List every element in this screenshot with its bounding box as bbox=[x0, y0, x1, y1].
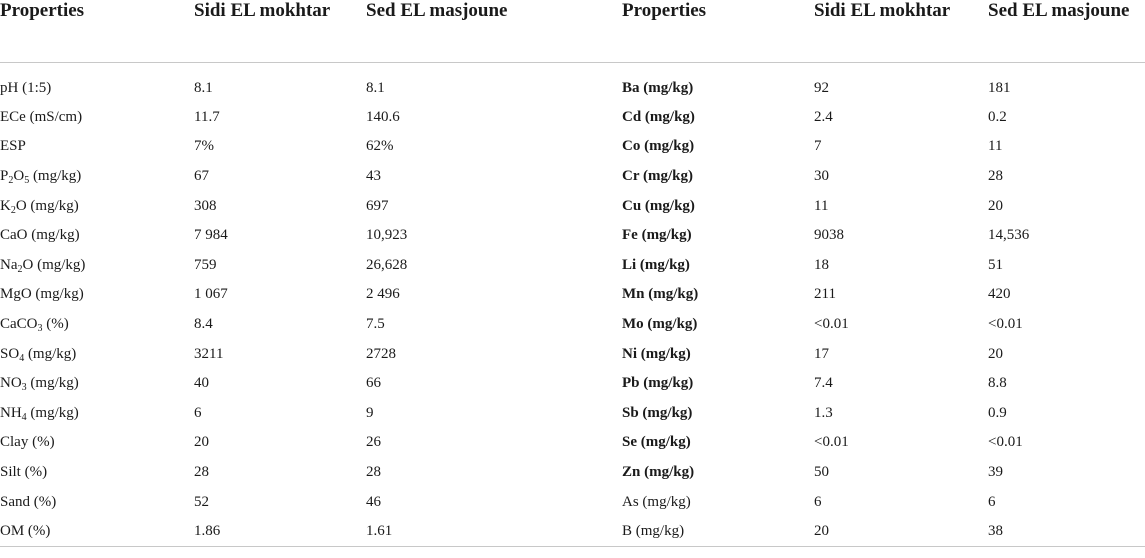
sed-value-left: 66 bbox=[366, 375, 381, 392]
sidi-value-left: 7 984 bbox=[194, 227, 228, 244]
sidi-value-right: 50 bbox=[814, 463, 829, 480]
property-right: Cd (mg/kg) bbox=[622, 108, 695, 125]
sidi-value-right: 9038 bbox=[814, 227, 844, 244]
sidi-value-right: 1.3 bbox=[814, 404, 833, 421]
property-right: Zn (mg/kg) bbox=[622, 463, 695, 480]
sed-value-left: 28 bbox=[366, 463, 381, 480]
property-left: OM (%) bbox=[0, 516, 194, 546]
sidi-value-left: 20 bbox=[194, 434, 209, 451]
sidi-value-left: 759 bbox=[194, 256, 217, 273]
property-left: MgO (mg/kg) bbox=[0, 286, 84, 303]
sidi-value-left: 40 bbox=[194, 375, 209, 392]
sidi-value-right: 2.4 bbox=[814, 108, 833, 125]
property-left: Sand (%) bbox=[0, 493, 57, 510]
table-row bbox=[0, 161, 1145, 191]
table-row bbox=[0, 280, 1145, 310]
sed-value-right: 8.8 bbox=[988, 375, 1007, 392]
sed-value-right: 181 bbox=[988, 79, 1011, 96]
sed-value-left: 697 bbox=[366, 197, 389, 214]
property-right: Sb (mg/kg) bbox=[622, 404, 693, 421]
property-left: $P_2O_5$ (mg/kg) bbox=[0, 167, 82, 186]
property-left: pH (1:5) bbox=[0, 79, 52, 96]
sed-value-left: 7.5 bbox=[366, 315, 385, 332]
header-sed-el-masjoune-left: Sed EL masjoune bbox=[366, 0, 622, 63]
property-left: ECe (mS/cm) bbox=[0, 108, 83, 125]
sidi-value-right: 7.4 bbox=[814, 375, 833, 392]
sidi-value-right: 7 bbox=[814, 138, 822, 155]
sidi-value-left: 7% bbox=[194, 138, 214, 155]
table-body bbox=[0, 63, 1145, 547]
sidi-value-right: 211 bbox=[814, 286, 836, 303]
sidi-value-right: <0.01 bbox=[814, 315, 849, 332]
property-left: CaCO$_3$ (%) bbox=[0, 315, 69, 334]
header-properties-right: Properties bbox=[622, 0, 814, 63]
sed-value-right: 51 bbox=[988, 256, 1003, 273]
sed-value-right: 20 bbox=[988, 197, 1003, 214]
sed-value-left: 62% bbox=[366, 138, 394, 155]
sed-value-right: 11 bbox=[988, 138, 1003, 155]
sidi-value-right: 30 bbox=[814, 167, 829, 184]
sed-value-left: 43 bbox=[366, 167, 381, 184]
sidi-value-left: 67 bbox=[194, 167, 209, 184]
sidi-value-left: 308 bbox=[194, 197, 217, 214]
header-sidi-el-mokhtar-left: Sidi EL mokhtar bbox=[194, 0, 366, 63]
table-row bbox=[0, 220, 1145, 250]
table-row bbox=[0, 309, 1145, 339]
property-left: $NO_3$ (mg/kg) bbox=[0, 375, 79, 394]
sidi-value-left: 1 067 bbox=[194, 286, 228, 303]
sed-value-left: 1.61 bbox=[366, 516, 622, 546]
sed-value-left: 8.1 bbox=[366, 79, 385, 96]
sed-value-left: 10,923 bbox=[366, 227, 408, 244]
sed-value-right: 0.9 bbox=[988, 404, 1007, 421]
sed-value-left: 46 bbox=[366, 493, 381, 510]
table-row bbox=[0, 63, 1145, 103]
property-right: Pb (mg/kg) bbox=[622, 375, 694, 392]
sidi-value-right: 92 bbox=[814, 79, 829, 96]
sed-value-right: 28 bbox=[988, 167, 1003, 184]
sidi-value-left: 8.1 bbox=[194, 79, 213, 96]
table-row bbox=[0, 487, 1145, 517]
sed-value-right: 39 bbox=[988, 463, 1003, 480]
property-left: Silt (%) bbox=[0, 463, 48, 480]
sed-value-left: 2 496 bbox=[366, 286, 400, 303]
property-right: Cu (mg/kg) bbox=[622, 197, 695, 214]
sidi-value-left: 1.86 bbox=[194, 516, 366, 546]
sed-value-left: 26 bbox=[366, 434, 381, 451]
sed-value-right: 38 bbox=[988, 516, 1145, 546]
sidi-value-left: 6 bbox=[194, 404, 202, 421]
property-left: ESP bbox=[0, 138, 26, 155]
table-row bbox=[0, 102, 1145, 132]
table-row bbox=[0, 250, 1145, 280]
sidi-value-right: 20 bbox=[814, 516, 988, 546]
sed-value-left: 9 bbox=[366, 404, 374, 421]
sed-value-right: <0.01 bbox=[988, 434, 1023, 451]
property-left: $Na_2O$ (mg/kg) bbox=[0, 256, 86, 275]
sed-value-left: 140.6 bbox=[366, 108, 400, 125]
property-right: Li (mg/kg) bbox=[622, 256, 690, 273]
sidi-value-left: 8.4 bbox=[194, 315, 213, 332]
property-right: B (mg/kg) bbox=[622, 516, 814, 546]
table-row bbox=[0, 398, 1145, 428]
sed-value-left: 26,628 bbox=[366, 256, 408, 273]
sed-value-right: 420 bbox=[988, 286, 1011, 303]
property-right: Mo (mg/kg) bbox=[622, 315, 698, 332]
property-right: As (mg/kg) bbox=[622, 493, 691, 510]
sed-value-right: <0.01 bbox=[988, 315, 1023, 332]
sidi-value-right: 6 bbox=[814, 493, 822, 510]
property-left: Clay (%) bbox=[0, 434, 55, 451]
table-row bbox=[0, 428, 1145, 458]
sidi-value-right: 18 bbox=[814, 256, 829, 273]
property-right: Ba (mg/kg) bbox=[622, 79, 694, 96]
table-row bbox=[0, 368, 1145, 398]
property-left: CaO (mg/kg) bbox=[0, 227, 80, 244]
property-right: Fe (mg/kg) bbox=[622, 227, 692, 244]
header-properties-left: Properties bbox=[0, 0, 194, 63]
table-row bbox=[0, 339, 1145, 369]
sidi-value-right: 11 bbox=[814, 197, 829, 214]
property-right: Cr (mg/kg) bbox=[622, 167, 693, 184]
sidi-value-left: 52 bbox=[194, 493, 209, 510]
sidi-value-left: 11.7 bbox=[194, 108, 220, 125]
property-right: Se (mg/kg) bbox=[622, 434, 691, 451]
sed-value-right: 0.2 bbox=[988, 108, 1007, 125]
sidi-value-right: <0.01 bbox=[814, 434, 849, 451]
sed-value-right: 14,536 bbox=[988, 227, 1030, 244]
sed-value-right: 6 bbox=[988, 493, 996, 510]
table-row bbox=[0, 132, 1145, 162]
table-row bbox=[0, 516, 1145, 546]
header-sidi-el-mokhtar-right: Sidi EL mokhtar bbox=[814, 0, 988, 63]
property-right: Co (mg/kg) bbox=[622, 138, 695, 155]
sidi-value-right: 17 bbox=[814, 345, 829, 362]
sidi-value-left: 3211 bbox=[194, 345, 224, 362]
property-right: Mn (mg/kg) bbox=[622, 286, 699, 303]
sed-value-left: 2728 bbox=[366, 345, 396, 362]
table-row bbox=[0, 457, 1145, 487]
sidi-value-left: 28 bbox=[194, 463, 209, 480]
property-left: $K_2O$ (mg/kg) bbox=[0, 197, 79, 216]
header-sed-el-masjoune-right: Sed EL masjoune bbox=[988, 0, 1145, 63]
header-row bbox=[0, 0, 1145, 63]
sed-value-right: 20 bbox=[988, 345, 1003, 362]
table-row bbox=[0, 191, 1145, 221]
property-left: $NH_4$ (mg/kg) bbox=[0, 404, 79, 423]
property-left: $SO_4$ (mg/kg) bbox=[0, 345, 77, 364]
property-right: Ni (mg/kg) bbox=[622, 345, 691, 362]
